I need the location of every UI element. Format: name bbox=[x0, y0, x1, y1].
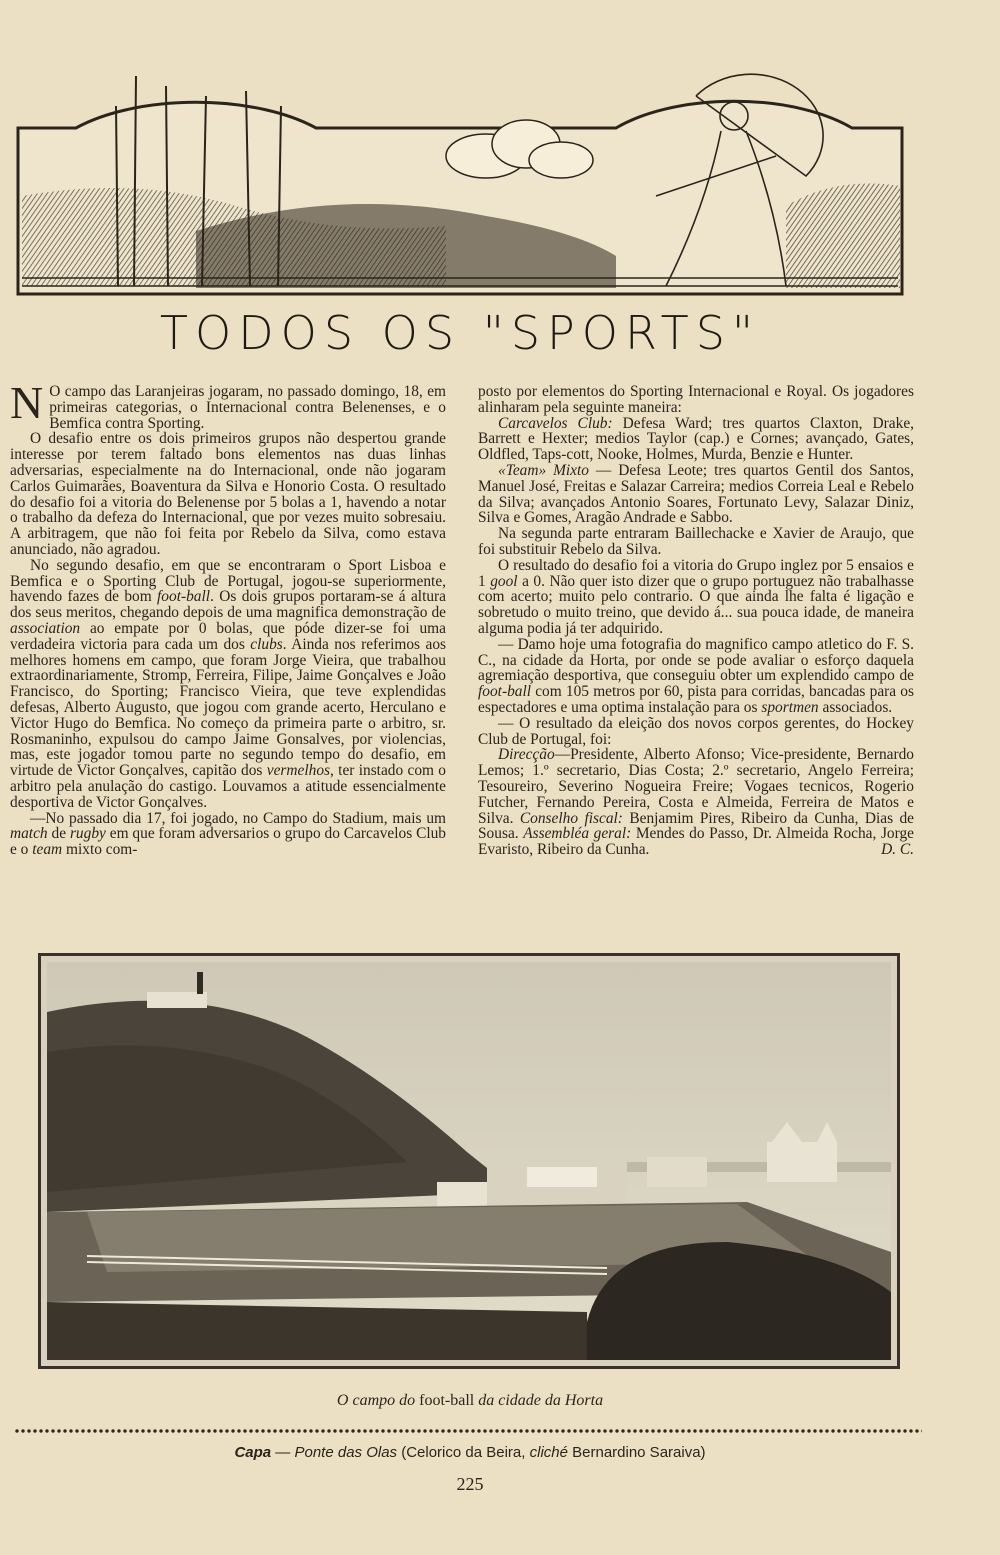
paragraph: Direcção—Presidente, Alberto Afonso; Vice-presidente, Bernardo Lemos; 1.º secretario, Dias Costa; 2.º secretario, Angelo Ferreira; Tesoureiro, Severino Nogueira Freire; Vogaes tecnicos, Rogerio Futcher, Fernando Pereira, Costa e Almeida, Ferreira de Matos e Silva. Conselho fiscal: Benjamim Pires, Ribeiro da Cunha, Dias de Sousa. Assembléa geral: Mendes do Passo, Dr. Almeida Rocha, Jorge Evaristo, Ribeiro da Cunha. D. C. bbox=[478, 746, 915, 859]
paragraph: No segundo desafio, em que se encontraram o Sport Lisboa e Bemfica e o Sporting Club de Portugal, jogou-se superiormente, havendo fazes de bom foot-ball. Os dois grupos portaram-se á altura dos seus meritos, chegando depois de uma magnifica demonstração de association ao empate por 0 bolas, que póde dizer-se foi uma verdadeira victoria para cada um dos clubs. Ainda nos referimos aos melhores homens em campo, que foram Jorge Vieira, que trabalhou extraordinariamente, Stromp, Ferreira, Filipe, Jaime Gonçalves e João Francisco, do Sporting; Francisco Vieira, que teve explendidas defesas, Alberto Augusto, que jogou com grande acerto, Herculano e Victor Hugo do Bemfica. No começo da primeira parte o arbitro, sr. Rosmaninho, expulsou do campo Jaime Gonsalves, por violencias, mas, este jogador tomou parte no segundo tempo do desafio, em virtude de Victor Gonçalves, capitão dos vermelhos, ter instado com o arbitro pela anulação do castigo. Louvamos a atitude essencialmente desportiva de Victor Gonçalves. bbox=[10, 556, 447, 811]
paragraph: posto por elementos do Sporting Internacional e Royal. Os jogadores alinharam pela seguinte maneira: bbox=[478, 383, 914, 416]
article-column-left bbox=[10, 377, 447, 859]
page-title: TODOS OS "SPORTS" bbox=[159, 306, 761, 360]
football-field-photo bbox=[47, 962, 891, 1360]
paragraph: — Damo hoje uma fotografia do magnifico campo atletico do F. S. C., na cidade da Horta, por onde se pode avaliar o esforço daquela agremiação desportiva, que conseguiu obter um explendido campo de foot-ball com 105 metros por 60, pista para corridas, bancadas para os espectadores e uma optima instalação para os sportmen associados. bbox=[478, 635, 914, 716]
photo-caption: O campo do foot-ball da cidade da Horta bbox=[336, 1392, 604, 1409]
paragraph: —No passado dia 17, foi jogado, no Campo do Stadium, mais um match de rugby em que foram adversarios o grupo do Carcavelos Club e o team mixto com- bbox=[10, 809, 446, 859]
dotted-divider bbox=[14, 1428, 922, 1434]
paragraph: Carcavelos Club: Defesa Ward; tres quartos Claxton, Drake, Barrett e Hexter; medios Taylor (cap.) e Cornes; avançado, Gates, Oldfled, Taps-cott, Nooke, Holmes, Murda, Benzie e Hunter. bbox=[478, 414, 915, 464]
decorative-banner-illustration bbox=[16, 56, 904, 298]
paragraph: O desafio entre os dois primeiros grupos não despertou grande interesse por terem faltado bons elementos nas duas linhas adversarias, especialmente na do Internacional, onde não jogaram Carlos Guimarães, Boaventura da Silva e Honorio Costa. O resultado do desafio foi a vitoria do Belenense por 5 bolas a 1, havendo a notar o trabalho da defeza do Internacional, que por vezes muito sobresaiu. A arbitragem, que não foi feita por Rebelo da Silva, como estava anunciado, não agradou. bbox=[10, 430, 446, 558]
paragraph: — O resultado da eleição dos novos corpos gerentes, do Hockey Club de Portugal, foi: bbox=[478, 714, 914, 748]
paragraph: O resultado do desafio foi a vitoria do Grupo inglez por 5 ensaios e 1 gool a 0. Não quer isto dizer que o grupo portuguez não trabalhasse com acerto; muito pelo contrario. O que ainda lhe falta é ligação e sobretudo o muito treino, que devido á... sua pouca idade, de maneira alguma podia já ter adquirido. bbox=[478, 556, 914, 637]
author-signature: D. C. bbox=[881, 841, 914, 859]
paragraph: N O campo das Laranjeiras jogaram, no passado domingo, 18, em primeiras categorias, o Internacional contra Belenenses, e o Bemfica contra Sporting. bbox=[10, 377, 446, 432]
paragraph: «Team» Mixto — Defesa Leote; tres quartos Gentil dos Santos, Manuel José, Freitas e Salazar Carreira; medios Correia Leal e Rebelo da Silva; avançados Antonio Soares, Fortunato Levy, Salazar Diniz, Silva e Gomes, Aragão Andrade e Sabbo. bbox=[478, 461, 914, 527]
photo-frame bbox=[38, 953, 900, 1369]
article-column-right bbox=[478, 384, 914, 858]
cover-credit: Capa — Ponte das Olas (Celorico da Beira, cliché Bernardino Saraiva) bbox=[234, 1444, 706, 1461]
drop-cap: N bbox=[10, 377, 44, 428]
paragraph: Na segunda parte entraram Baillechacke e Xavier de Araujo, que foi substituir Rebelo da Silva. bbox=[478, 525, 914, 558]
page-number: 225 bbox=[456, 1474, 484, 1494]
